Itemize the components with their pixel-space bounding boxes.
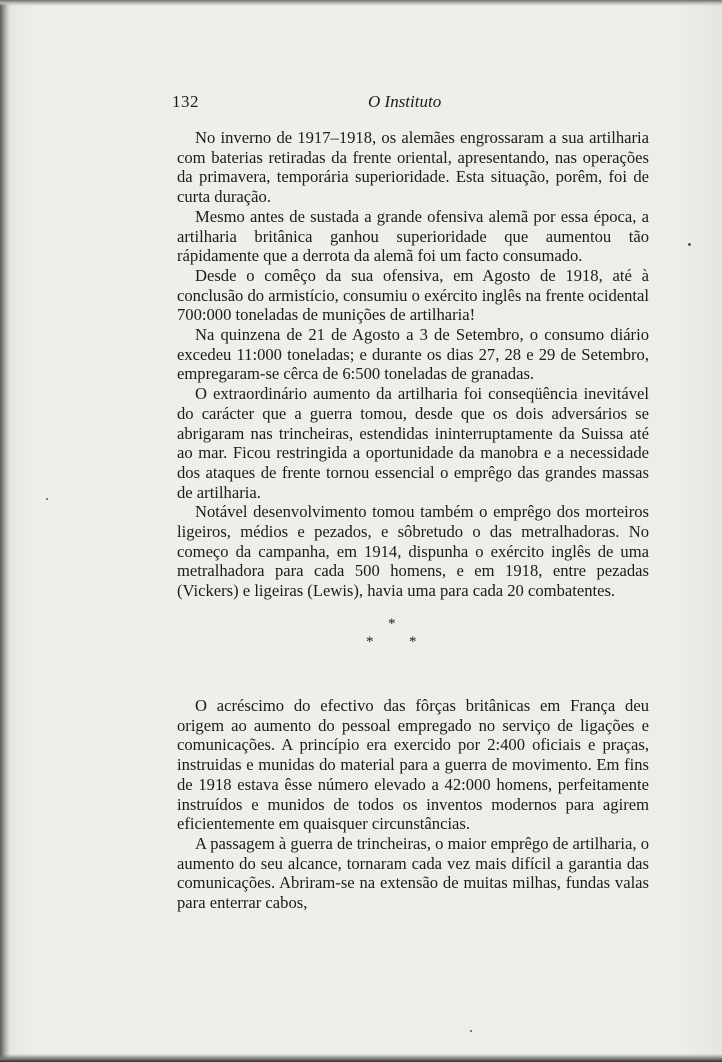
asterism-star-right: *: [409, 633, 417, 650]
paragraph-british-superiority: Mesmo antes de sustada a grande ofensiva alemã por essa época, a artilharia britânica ganhou superioridade que aumentou tão rápidamente que a derrota da alemã foi um facto consumado.: [177, 206, 649, 266]
section-artillery: [177, 128, 649, 663]
top-edge-shadow: [0, 0, 722, 6]
paragraph-communications-personnel: O acréscimo do efectivo das fôrças britânicas em França deu origem ao aumento do pessoal empregado no serviço de ligações e comunicações. A princípio era exercido por 2:400 oficiais e praças, instruidas e munidas do material para a guerra de movimento. Em fins de 1918 estava êsse número elevado a 42:000 homens, perfeitamente instruídos e munidos de todos os inventos modernos para agirem eficientemente em quaisquer circunstâncias.: [177, 696, 649, 834]
paper-speck: [46, 498, 48, 500]
page-number: 132: [172, 92, 199, 111]
bottom-edge-shadow: [0, 1054, 722, 1062]
paragraph-munitions-consumption: Desde o comêço da sua ofensiva, em Agosto de 1918, até à conclusão do armistício, consumiu o exército inglês na frente ocidental 700:000 toneladas de munições de artilharia!: [177, 265, 649, 325]
running-title: O Instituto: [368, 92, 442, 111]
page-header: [172, 92, 652, 116]
paragraph-artillery-increase: O extraordinário aumento da artilharia foi conseqüência inevitável do carácter que a guerra tomou, desde que os dois adversários se abrigaram nas trincheiras, estendidas ininterruptamente da Suissa até ao mar. Ficou restringida a oportunidade da manobra e a necessidade dos ataques de frente tornou essencial o emprêgo das grandes massas de artilharia.: [177, 384, 649, 502]
paragraph-winter-1917: No inverno de 1917–1918, os alemães engrossaram a sua artilharia com baterias retiradas da frente oriental, apresentando, nas operações da primavera, temporária superioridade. Esta situação, porêm, foi de curta duração.: [177, 128, 649, 207]
paper-speck: [470, 1030, 472, 1032]
paper-speck: [688, 243, 691, 246]
paragraph-machine-guns: Notável desenvolvimento tomou também o emprêgo dos morteiros ligeiros, médios e pezados, e sôbretudo o das metralhadoras. No começo da campanha, em 1914, dispunha o exército inglês de uma metralhadora para cada 500 homens, e em 1918, entre pezadas (Vickers) e ligeiras (Lewis), havia uma para cada 20 combatentes.: [177, 502, 649, 601]
section-communications: [177, 696, 649, 913]
paragraph-trench-warfare-cables: A passagem à guerra de trincheiras, o maior emprêgo de artilharia, o aumento do seu alcance, tornaram cada vez mais difícil a garantia das comunicações. Abriram-se na extensão de muitas milhas, fundas valas para enterrar cabos,: [177, 833, 649, 913]
binding-shadow: [0, 0, 10, 1062]
asterism-star-top: *: [388, 615, 396, 632]
paragraph-daily-consumption: Na quinzena de 21 de Agosto a 3 de Setembro, o consumo diário excedeu 11:000 toneladas; e durante os dias 27, 28 e 29 de Setembro, empregaram-se cêrca de 6:500 toneladas de granadas.: [177, 325, 649, 384]
section-separator: [177, 601, 649, 663]
asterism-star-left: *: [366, 633, 374, 650]
